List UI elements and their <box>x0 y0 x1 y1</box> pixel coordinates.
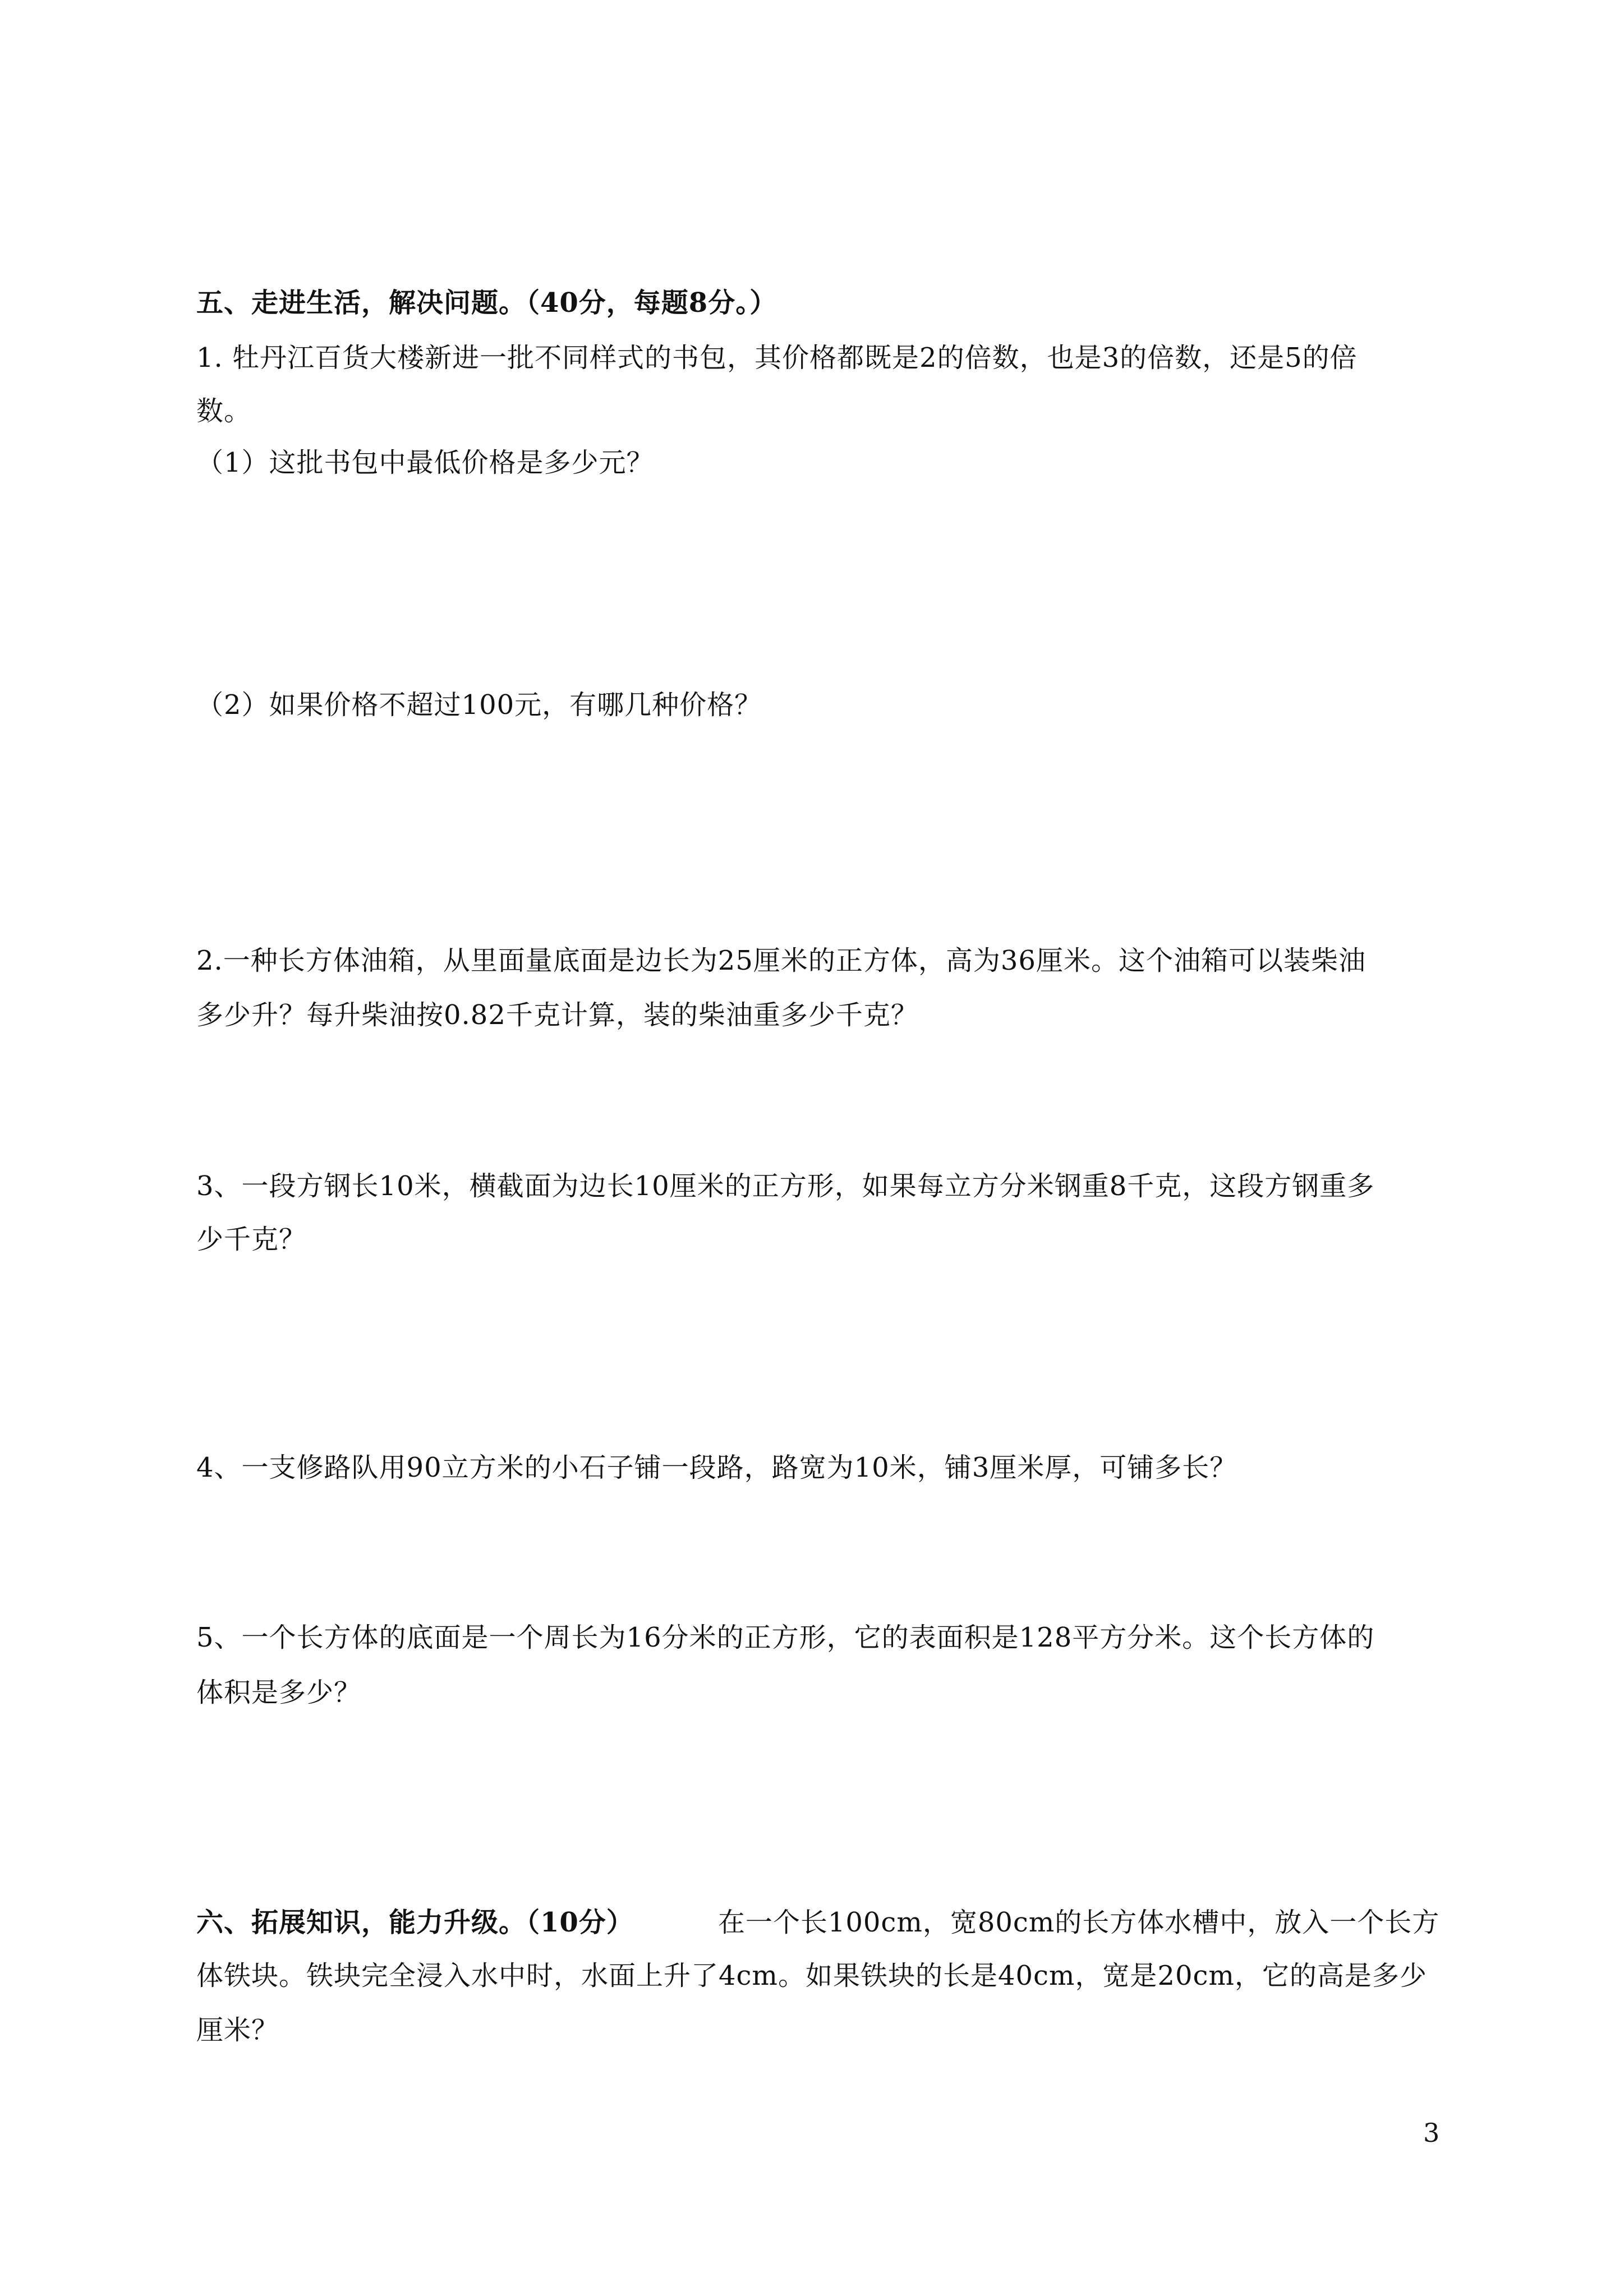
q1-sub1: （1）这批书包中最低价格是多少元？ <box>196 447 654 478</box>
section6-heading: 六、拓展知识，能力升级。（10分） <box>196 1907 634 1938</box>
section6-line2: 体铁块。铁块完全浸入水中时，水面上升了4cm。如果铁块的长是40cm，宽是20cm，它的高是多少 <box>196 1960 1427 1991</box>
section5-heading: 五、走进生活，解决问题。（40分，每题8分。） <box>196 287 778 319</box>
section6-line1-text: 在一个长100cm，宽80cm的长方体水槽中，放入一个长方 <box>717 1907 1440 1938</box>
q3-line1: 3、一段方钢长10米，横截面为边长10厘米的正方形，如果每立方分米钢重8千克，这段方钢重多 <box>196 1170 1375 1202</box>
q5-line2: 体积是多少？ <box>196 1677 362 1708</box>
q2-line1: 2.一种长方体油箱，从里面量底面是边长为25厘米的正方体，高为36厘米。这个油箱可以装柴油 <box>196 945 1366 976</box>
q2-line2: 多少升？每升柴油按0.82千克计算，装的柴油重多少千克？ <box>196 999 918 1031</box>
section6-line3: 厘米？ <box>196 2014 279 2046</box>
q1-line2: 数。 <box>196 395 252 427</box>
q3-line2: 少千克？ <box>196 1224 307 1255</box>
section6-line1 <box>196 1906 1439 1939</box>
q5-line1: 5、一个长方体的底面是一个周长为16分米的正方形，它的表面积是128平方分米。这个长方体的 <box>196 1622 1375 1653</box>
q1-line1: 1. 牡丹江百货大楼新进一批不同样式的书包，其价格都既是2的倍数，也是3的倍数，还是5的倍 <box>196 342 1358 374</box>
q1-sub2: （2）如果价格不超过100元，有哪几种价格？ <box>196 689 762 721</box>
page-number: 3 <box>1423 2118 1440 2148</box>
q4-line1: 4、一支修路队用90立方米的小石子铺一段路，路宽为10米，铺3厘米厚，可铺多长？ <box>196 1452 1237 1483</box>
